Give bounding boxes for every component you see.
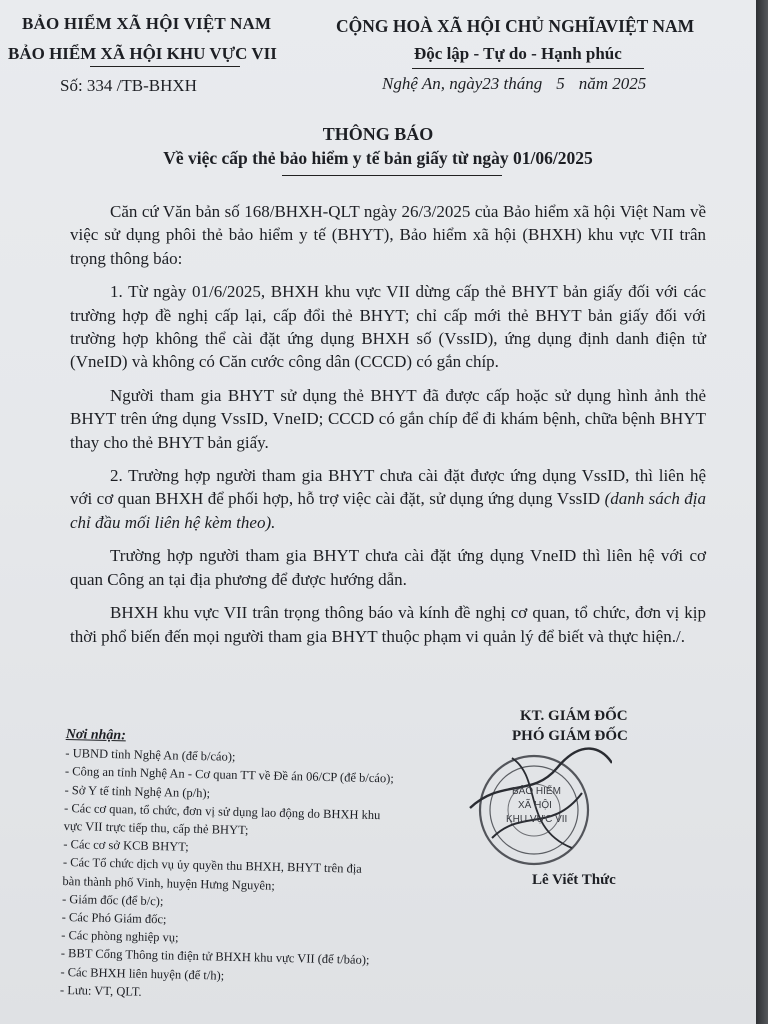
paragraph-vneid: Trường hợp người tham gia BHYT chưa cài đặt ứng dụng VneID thì liên hệ với cơ quan Công an tại địa phương để được hướng dẫn.: [70, 546, 706, 589]
paragraph-closing: BHXH khu vực VII trân trọng thông báo và kính đề nghị cơ quan, tổ chức, đơn vị kịp thời phổ biến đến mọi người tham gia BHYT thuộc phạm vi quản lý để biết và thực hiện./.: [70, 603, 706, 646]
paragraph-usage: Người tham gia BHYT sử dụng thẻ BHYT đã được cấp hoặc sử dụng hình ảnh thẻ BHYT trên ứng dụng VssID, VneID; CCCD có gắn chíp để đi khám bệnh, chữa bệnh BHYT thay cho thẻ BHYT bản giấy.: [70, 385, 706, 452]
seal-text-line2: XÃ HỘI: [518, 800, 552, 811]
org-name: BẢO HIỂM XÃ HỘI KHU VỰC VII: [8, 44, 277, 63]
recipient-line: - Các BHXH liên huyện (để t/h);: [60, 964, 225, 983]
national-motto: Độc lập - Tự do - Hạnh phúc: [414, 44, 622, 63]
document-number: Số: 334 /TB-BHXH: [60, 76, 197, 95]
paragraph-item-2-text: 2. Trường hợp người tham gia BHYT chưa cài đặt được ứng dụng VssID, thì liên hệ với cơ quan BHXH để phối hợp, hỗ trợ việc cài đặt, sử dụng ứng dụng VssID: [70, 466, 706, 509]
paragraph-item-1: 1. Từ ngày 01/6/2025, BHXH khu vực VII dừng cấp thẻ BHYT bản giấy đối với các trường hợp đề nghị cấp lại, cấp đổi thẻ BHYT; chỉ cấp mới thẻ BHYT bản giấy đối với trường hợp không thể cài đặt ứng dụng BHXH số (VssID), ứng dụng định danh điện tử (VneID) và không có Căn cước công dân (CCCD) có gắn chíp.: [70, 282, 706, 372]
signer-name: Lê Viết Thức: [532, 872, 616, 888]
org-underline: [90, 66, 240, 67]
page-edge-shadow: [756, 0, 768, 1024]
place-date-prefix: Nghệ An, ngày23 tháng: [382, 74, 543, 93]
place-date-month: 5: [556, 74, 565, 93]
national-title: CỘNG HOÀ XÃ HỘI CHỦ NGHĨAVIỆT NAM: [336, 16, 695, 36]
recipients-block: [60, 726, 466, 1008]
place-date: [382, 74, 646, 94]
motto-underline: [412, 68, 644, 69]
signature-position: PHÓ GIÁM ĐỐC: [512, 728, 628, 744]
recipient-line: bàn thành phố Vinh, huyện Hưng Nguyên;: [62, 873, 275, 893]
document-subject: Về việc cấp thẻ bảo hiểm y tế bản giấy từ ngày 01/06/2025: [163, 148, 593, 168]
document-body: [70, 200, 706, 658]
seal-text-line1: BẢO HIỂM: [512, 786, 561, 797]
recipient-line: - BBT Cổng Thông tin điện tử BHXH khu vực VII (để t/báo);: [60, 946, 370, 968]
paragraph-item-2-note: (danh sách địa chỉ đầu mối liên hệ kèm theo).: [70, 489, 706, 532]
recipient-line: - Các Tổ chức dịch vụ ủy quyền thu BHXH, BHYT trên địa: [62, 855, 362, 877]
recipient-line: - Sở Y tế tỉnh Nghệ An (p/h);: [64, 782, 211, 800]
recipient-line: - Các cơ sở KCB BHYT;: [63, 837, 189, 855]
paragraph-item-2: [70, 464, 706, 534]
recipient-line: - Công an tỉnh Nghệ An - Cơ quan TT về Đề án 06/CP (để b/cáo);: [64, 764, 394, 786]
seal-text-line3: KHU VỰC VII: [506, 814, 568, 825]
recipient-line: - Lưu: VT, QLT.: [59, 982, 142, 999]
recipient-line: - Giám đốc (để b/c);: [61, 891, 164, 909]
paragraph-basis: Căn cứ Văn bản số 168/BHXH-QLT ngày 26/3/2025 của Bảo hiểm xã hội Việt Nam về việc sử dụng phôi thẻ bảo hiểm y tế (BHYT), Bảo hiểm xã hội (BHXH) khu vực VII trân trọng thông báo:: [70, 202, 706, 268]
recipient-line: - Các cơ quan, tổ chức, đơn vị sử dụng lao động do BHXH khu: [63, 800, 381, 822]
subject-underline: [282, 175, 502, 176]
document-title: THÔNG BÁO: [322, 124, 434, 144]
signature-title: KT. GIÁM ĐỐC: [520, 708, 628, 724]
org-parent-name: BẢO HIỂM XÃ HỘI VIỆT NAM: [22, 14, 272, 33]
recipient-line: - UBND tỉnh Nghệ An (để b/cáo);: [65, 746, 236, 765]
recipients-heading: Nơi nhận:: [65, 726, 127, 744]
recipient-line: - Các Phó Giám đốc;: [61, 909, 167, 927]
place-date-year: năm 2025: [578, 74, 647, 93]
recipient-line: vực VII trực tiếp thu, cấp thẻ BHYT;: [63, 818, 249, 838]
official-seal: [462, 738, 612, 883]
recipient-line: - Các phòng nghiệp vụ;: [61, 928, 179, 945]
